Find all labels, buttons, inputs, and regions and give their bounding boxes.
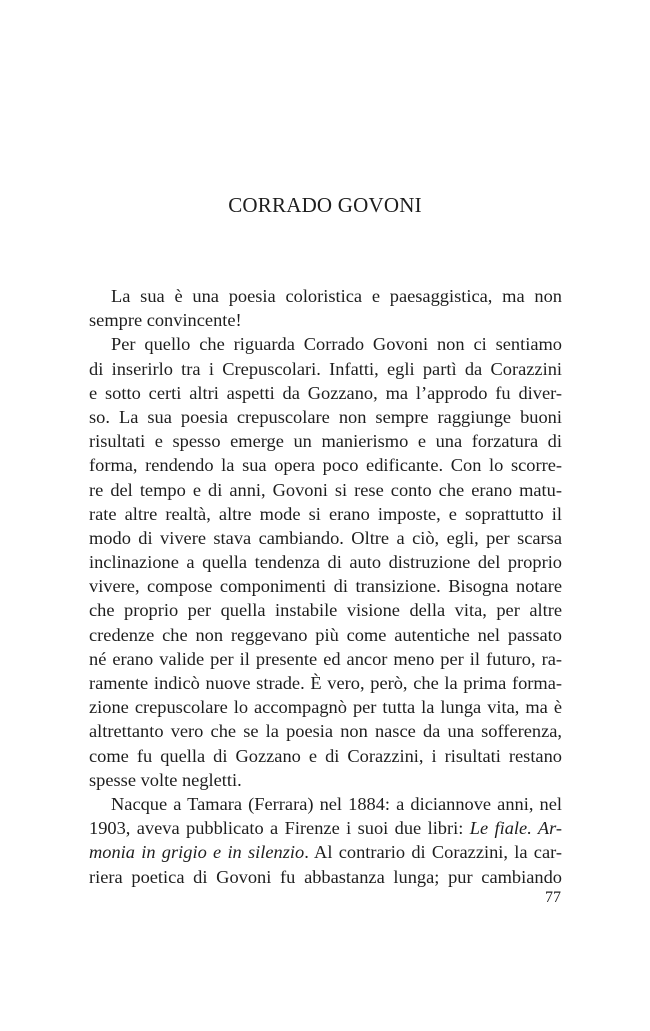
text-line: forma, rendendo la sua opera poco edificante. Con lo scorre-: [89, 455, 562, 476]
text-line: re del tempo e di anni, Govoni si rese conto che erano matu-: [89, 479, 562, 500]
text-line: e sotto certi altri aspetti da Gozzano, ma l’approdo fu diver-: [89, 382, 562, 403]
text-line: [89, 816, 562, 840]
text-line: La sua è una poesia coloristica e paesaggistica, ma non: [111, 286, 562, 306]
text-segment: . Al contrario di Corazzini, la car-: [304, 842, 562, 863]
text-line: spesse volte negletti.: [89, 769, 242, 790]
body-text: [89, 284, 562, 889]
text-line: modo di vivere stava cambiando. Oltre a ciò, egli, per scarsa: [89, 527, 562, 548]
page-number: 77: [545, 889, 561, 906]
text-line: riera poetica di Govoni fu abbastanza lunga; pur cambiando: [89, 866, 562, 887]
text-segment: 1903, aveva pubblicato a Firenze i suoi due libri:: [89, 818, 470, 839]
text-line: come fu quella di Gozzano e di Corazzini, i risultati restano: [89, 745, 562, 766]
text-line: Per quello che riguarda Corrado Govoni non ci sentiamo: [111, 334, 562, 355]
text-line: altrettanto vero che se la poesia non nasce da una sofferenza,: [89, 721, 562, 742]
text-line: [89, 840, 562, 864]
text-line: sempre convincente!: [89, 310, 242, 331]
text-line: ramente indicò nuove strade. È vero, però, che la prima forma-: [89, 673, 562, 693]
paragraph: [89, 332, 562, 792]
text-line: so. La sua poesia crepuscolare non sempre raggiunge buoni: [89, 406, 562, 427]
text-line: né erano valide per il presente ed ancor meno per il futuro, ra-: [89, 648, 562, 669]
text-line: risultati e spesso emerge un manierismo e una forzatura di: [89, 431, 562, 452]
text-line: che proprio per quella instabile visione della vita, per altre: [89, 600, 562, 621]
text-line: Nacque a Tamara (Ferrara) nel 1884: a diciannove anni, nel: [111, 793, 562, 814]
text-line: vivere, compose componimenti di transizione. Bisogna notare: [89, 576, 562, 597]
paragraph: [89, 284, 562, 332]
page-title: CORRADO GOVONI: [228, 193, 422, 217]
text-line: rate altre realtà, altre mode si erano imposte, e soprattutto il: [89, 503, 562, 524]
text-line: credenze che non reggevano più come autentiche nel passato: [89, 624, 562, 645]
paragraph: [89, 792, 562, 889]
text-line: zione crepuscolare lo accompagnò per tutta la lunga vita, ma è: [89, 697, 562, 718]
book-title-italic: monia in grigio e in silenzio: [89, 842, 305, 863]
book-title-italic: Le fiale. Ar-: [469, 818, 562, 839]
text-line: di inserirlo tra i Crepuscolari. Infatti, egli partì da Corazzini: [89, 358, 562, 379]
text-line: inclinazione a quella tendenza di auto distruzione del proprio: [89, 552, 562, 573]
